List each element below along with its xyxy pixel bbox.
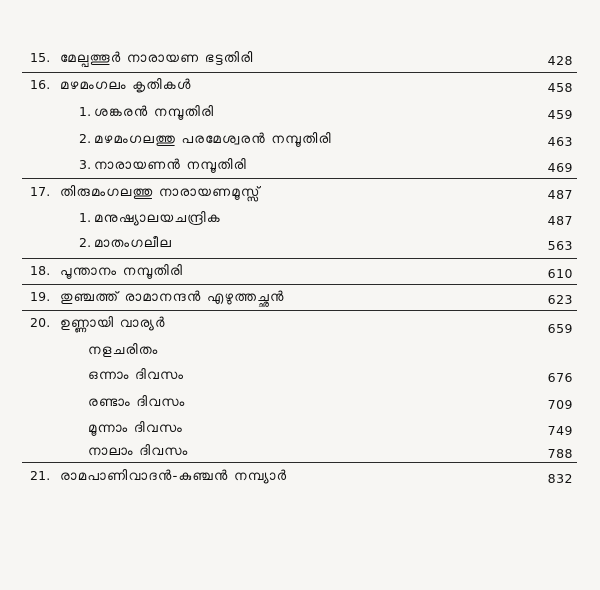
row-divider (22, 178, 577, 179)
toc-subentry (0, 340, 600, 360)
entry-title: മഴമംഗലം കൃതികൾ (60, 77, 192, 93)
row-divider (22, 462, 577, 463)
entry-number: 17. (30, 184, 51, 199)
entry-number: 21. (30, 468, 51, 483)
toc-subentry (0, 365, 600, 385)
entry-number: 3. (79, 157, 92, 172)
entry-title: ശങ്കരൻ നമ്പൂതിരി (94, 104, 215, 120)
toc-subentry (0, 418, 600, 438)
toc-subentry (0, 392, 600, 412)
toc-subentry (0, 129, 600, 149)
entry-title: തിരുമംഗലത്തു നാരായണമൂസ്സ് (60, 184, 261, 200)
entry-number: 2. (79, 235, 92, 250)
entry-page: 459 (547, 107, 573, 122)
row-divider (22, 310, 577, 311)
entry-number: 19. (30, 289, 51, 304)
entry-title: ഉണ്ണായി വാര്യർ (60, 315, 166, 331)
toc-subentry (0, 233, 600, 253)
entry-page: 469 (547, 160, 573, 175)
entry-page: 832 (547, 471, 573, 486)
entry-page: 749 (547, 423, 573, 438)
toc-subentry (0, 208, 600, 228)
entry-number: 16. (30, 77, 51, 92)
row-divider (22, 258, 577, 259)
entry-page: 563 (547, 238, 573, 253)
toc-entry (0, 261, 600, 281)
toc-entry (0, 466, 600, 486)
toc-subentry (0, 102, 600, 122)
entry-title: രാമപാണിവാദൻ-കുഞ്ചൻ നമ്പ്യാർ (60, 468, 288, 484)
entry-number: 1. (79, 210, 92, 225)
entry-title: നാലാം ദിവസം (88, 443, 189, 459)
entry-page: 623 (547, 292, 573, 307)
entry-title: മേല്പത്തൂർ നാരായണ ഭട്ടതിരി (60, 50, 254, 66)
entry-page: 788 (547, 446, 573, 461)
entry-title: മഴമംഗലത്തു പരമേശ്വരൻ നമ്പൂതിരി (94, 131, 332, 147)
toc-subentry (0, 155, 600, 175)
toc-subentry (0, 441, 600, 461)
entry-number: 18. (30, 263, 51, 278)
entry-page: 610 (547, 266, 573, 281)
toc-entry (0, 75, 600, 95)
entry-title: മനുഷ്യാലയചന്ദ്രിക (94, 210, 221, 226)
entry-title: നളചരിതം (88, 342, 159, 358)
toc-entry (0, 48, 600, 68)
toc-entry (0, 313, 600, 336)
entry-page: 487 (547, 187, 573, 202)
entry-page: 463 (547, 134, 573, 149)
entry-title: ഒന്നാം ദിവസം (88, 367, 185, 383)
entry-page: 659 (547, 321, 573, 336)
row-divider (22, 284, 577, 285)
entry-number: 2. (79, 131, 92, 146)
entry-title: നാരായണൻ നമ്പൂതിരി (94, 157, 247, 173)
entry-title: രണ്ടാം ദിവസം (88, 394, 186, 410)
row-divider (22, 72, 577, 73)
entry-number: 1. (79, 104, 92, 119)
entry-title: തുഞ്ചത്ത് രാമാനന്ദൻ എഴുത്തച്ഛൻ (60, 289, 285, 305)
entry-page: 458 (547, 80, 573, 95)
entry-page: 428 (547, 53, 573, 68)
entry-number: 15. (30, 50, 51, 65)
toc-entry (0, 287, 600, 307)
entry-page: 487 (547, 213, 573, 228)
entry-page: 676 (547, 370, 573, 385)
entry-page: 709 (547, 397, 573, 412)
entry-title: പൂന്താനം നമ്പൂതിരി (60, 263, 184, 279)
toc-entry (0, 182, 600, 202)
entry-title: മൂന്നാം ദിവസം (88, 420, 184, 436)
entry-title: മാതംഗലീല (94, 235, 173, 251)
entry-number: 20. (30, 315, 51, 330)
